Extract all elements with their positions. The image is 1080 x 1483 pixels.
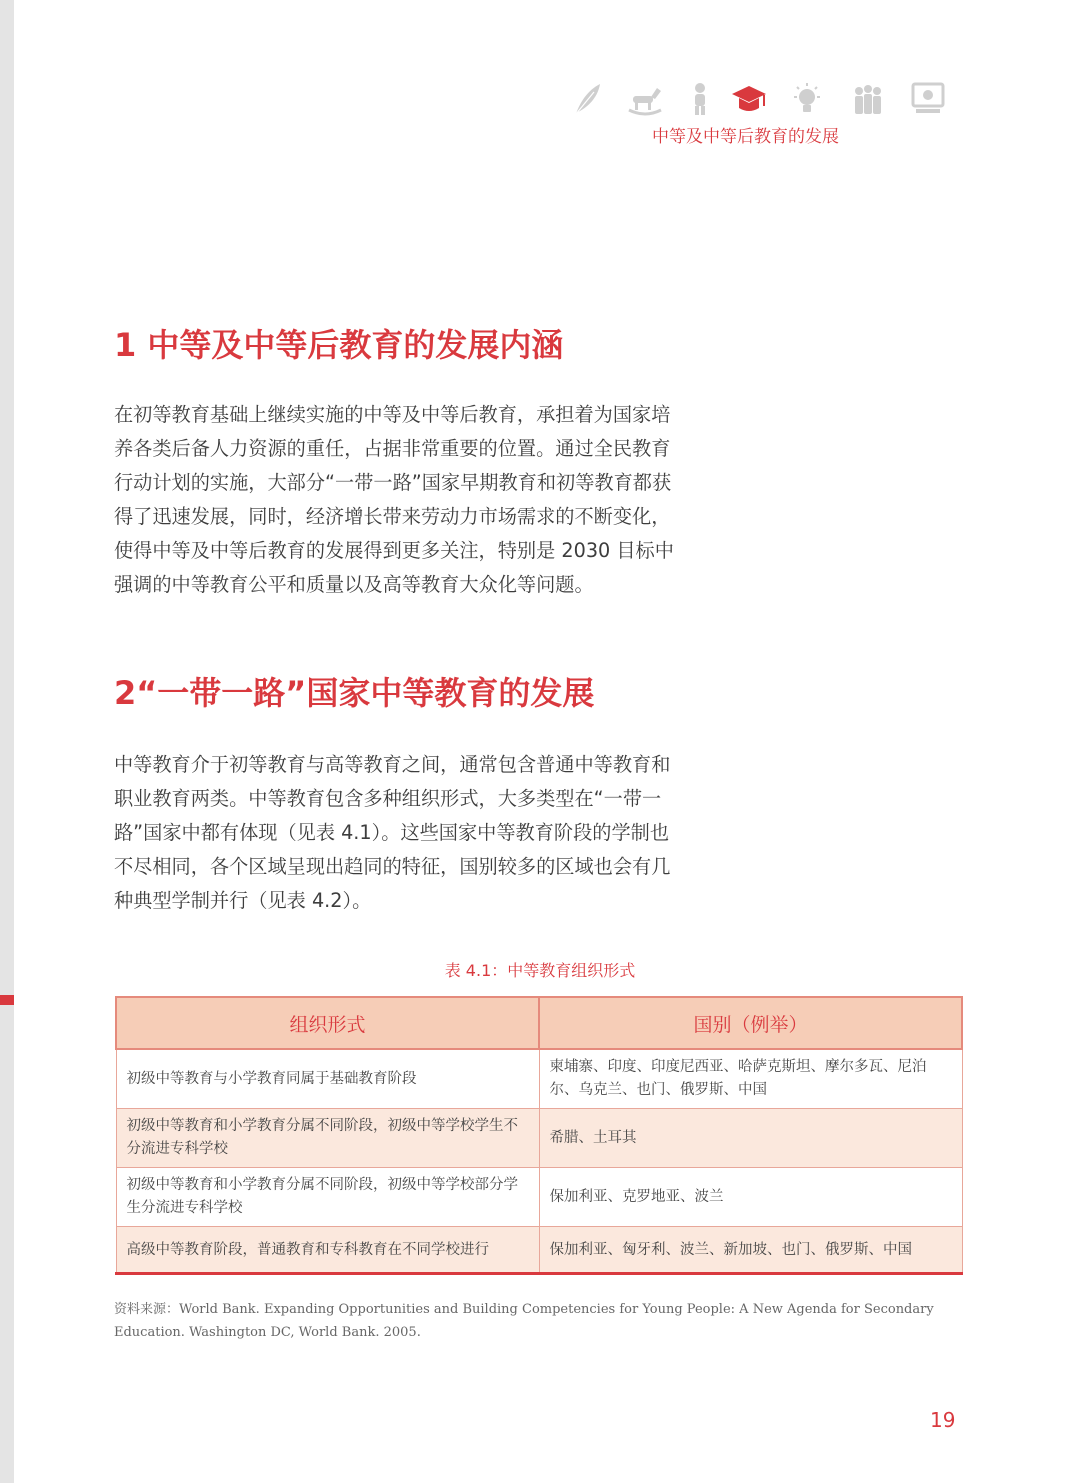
- computer-icon: [910, 82, 946, 116]
- table-row: [116, 1109, 962, 1168]
- table-cell-form: 初级中等教育和小学教育分属不同阶段，初级中等学校部分学生分流进专科学校: [116, 1168, 539, 1227]
- chapter-icon-row: [570, 82, 945, 116]
- table-cell-countries: 保加利亚、匈牙利、波兰、新加坡、也门、俄罗斯、中国: [539, 1227, 962, 1275]
- table-header-row: [116, 997, 962, 1049]
- rocking-horse-icon: [625, 82, 665, 116]
- organization-forms-table: [115, 996, 963, 1275]
- section-2-paragraph: 中等教育介于初等教育与高等教育之间，通常包含普通中等教育和职业教育两类。中等教育包含多种组织形式，大多类型在“一带一路”国家中都有体现（见表 4.1）。这些国家中等教育阶段的学制也不尽相同，各个区域呈现出趋同的特征，国别较多的区域也会有几种典型学制并行（见表 4.2）。: [114, 753, 671, 912]
- table-cell-form: 初级中等教育和小学教育分属不同阶段，初级中等学校学生不分流进专科学校: [116, 1109, 539, 1168]
- table-row: [116, 1049, 962, 1109]
- page-edge-strip: [0, 0, 14, 1483]
- child-icon: [683, 82, 717, 116]
- feather-icon: [570, 82, 604, 116]
- section-2-heading: 2“一带一路”国家中等教育的发展: [114, 674, 595, 712]
- page-edge-marker: [0, 995, 14, 1005]
- source-note: 资料来源：World Bank. Expanding Opportunities and Building Competencies for Young People: A New Agenda for Secondary Education. Washington DC, World Bank. 2005.: [114, 1302, 934, 1340]
- table-header-form: 组织形式: [116, 997, 539, 1049]
- table-cell-countries: 柬埔寨、印度、印度尼西亚、哈萨克斯坦、摩尔多瓦、尼泊尔、乌克兰、也门、俄罗斯、中国: [539, 1049, 962, 1109]
- table-row: [116, 1227, 962, 1275]
- people-icon: [850, 82, 886, 116]
- section-1-paragraph: 在初等教育基础上继续实施的中等及中等后教育，承担着为国家培养各类后备人力资源的重任，占据非常重要的位置。通过全民教育行动计划的实施，大部分“一带一路”国家早期教育和初等教育都获得了迅速发展，同时，经济增长带来劳动力市场需求的不断变化，使得中等及中等后教育的发展得到更多关注，特别是 2030 目标中强调的中等教育公平和质量以及高等教育大众化等问题。: [114, 403, 674, 596]
- chapter-title: 中等及中等后教育的发展: [652, 127, 839, 147]
- graduation-cap-icon: [730, 82, 768, 116]
- table-caption-text: 表 4.1：中等教育组织形式: [444, 961, 636, 980]
- table-row: [116, 1168, 962, 1227]
- page-number: 19: [930, 1408, 956, 1432]
- table-caption: [0, 958, 1080, 981]
- table-cell-countries: 希腊、土耳其: [539, 1109, 962, 1168]
- table-header-countries: 国别（例举）: [539, 997, 962, 1049]
- table-cell-countries: 保加利亚、克罗地亚、波兰: [539, 1168, 962, 1227]
- table-cell-form: 初级中等教育与小学教育同属于基础教育阶段: [116, 1049, 539, 1109]
- section-1-heading: 1 中等及中等后教育的发展内涵: [114, 326, 564, 364]
- lightbulb-icon: [790, 82, 824, 116]
- table-cell-form: 高级中等教育阶段，普通教育和专科教育在不同学校进行: [116, 1227, 539, 1275]
- table-bottom-rule: [115, 1272, 963, 1275]
